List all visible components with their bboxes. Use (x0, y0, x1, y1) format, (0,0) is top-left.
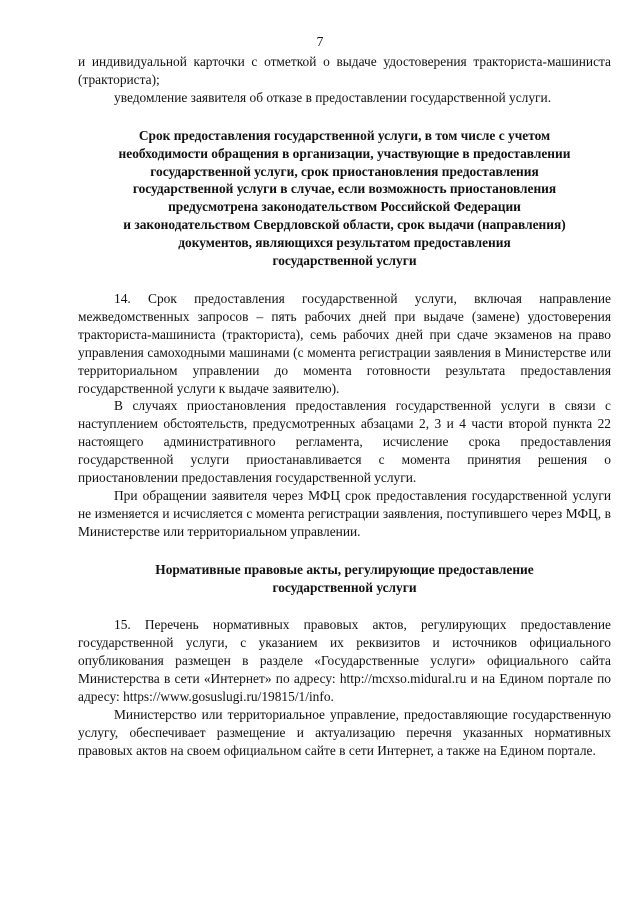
heading-line: предусмотрена законодательством Российской Федерации (168, 199, 521, 215)
paragraph-ministry: Министерство или территориальное управление, предоставляющие государственную услугу, обеспечивает размещение и актуализацию перечня указанных нормативных правовых актов на своем официальном сайте в сети Интернет, а также на Едином портале. (78, 707, 611, 758)
intro-paragraph-1: и индивидуальной карточки с отметкой о выдаче удостоверения тракториста-машиниста (тракториста); (78, 54, 611, 87)
heading-line: Срок предоставления государственной услуги, в том числе с учетом (138, 127, 551, 143)
intro-paragraph-2: уведомление заявителя об отказе в предоставлении государственной услуги. (114, 89, 552, 105)
heading-line: документов, являющихся результатом предоставления (178, 235, 511, 251)
heading-line: и законодательством Свердловской области, срок выдачи (направления) (123, 217, 566, 233)
section-heading-legal-acts (78, 561, 611, 597)
document-body (78, 53, 611, 760)
paragraph-15: 15. Перечень нормативных правовых актов, регулирующих предоставление государственной услуги, с указанием их реквизитов и источников официального опубликования размещен в разделе «Государственные услуги» официального сайта Министерства в сети «Интернет» по адресу: http://mcxso.midural.ru и на Едином портале по адресу: https://www.gosuslugi.ru/19815/1/info. (78, 617, 611, 705)
paragraph-mfc: При обращении заявителя через МФЦ срок предоставления государственной услуги не изменяется и исчисляется с момента регистрации заявления, поступившего через МФЦ, в Министерстве или территориальном управлении. (78, 487, 611, 539)
heading-line: государственной услуги (272, 579, 417, 595)
page-number: 7 (316, 34, 324, 49)
heading-line: необходимости обращения в организации, участвующие в предоставлении (118, 145, 571, 161)
heading-line: государственной услуги, срок приостановления предоставления (150, 163, 539, 179)
paragraph-14: 14. Срок предоставления государственной услуги, включая направление межведомственных запросов – пять рабочих дней при выдаче (замене) удостоверения тракториста-машиниста (тракториста), семь рабочих дней при сдаче экзаменов на право управления самоходными машинами (с момента регистрации заявления в Министерстве или территориальном управлении до момента готовности результата предоставления государственной услуги к выдаче заявителю). (78, 290, 611, 396)
section-heading-term (78, 127, 611, 270)
paragraph-suspension: В случаях приостановления предоставления государственной услуги в связи с наступлением обстоятельств, предусмотренных абзацами 2, 3 и 4 части второй пункта 22 настоящего административного регламента, исчисление срока предоставления государственной услуги приостанавливается с момента принятия решения о приостановлении предоставления государственной услуги. (78, 398, 611, 486)
heading-line: государственной услуги (272, 253, 417, 269)
heading-line: Нормативные правовые акты, регулирующие предоставление (155, 561, 534, 577)
heading-line: государственной услуги в случае, если возможность приостановления (132, 181, 557, 197)
